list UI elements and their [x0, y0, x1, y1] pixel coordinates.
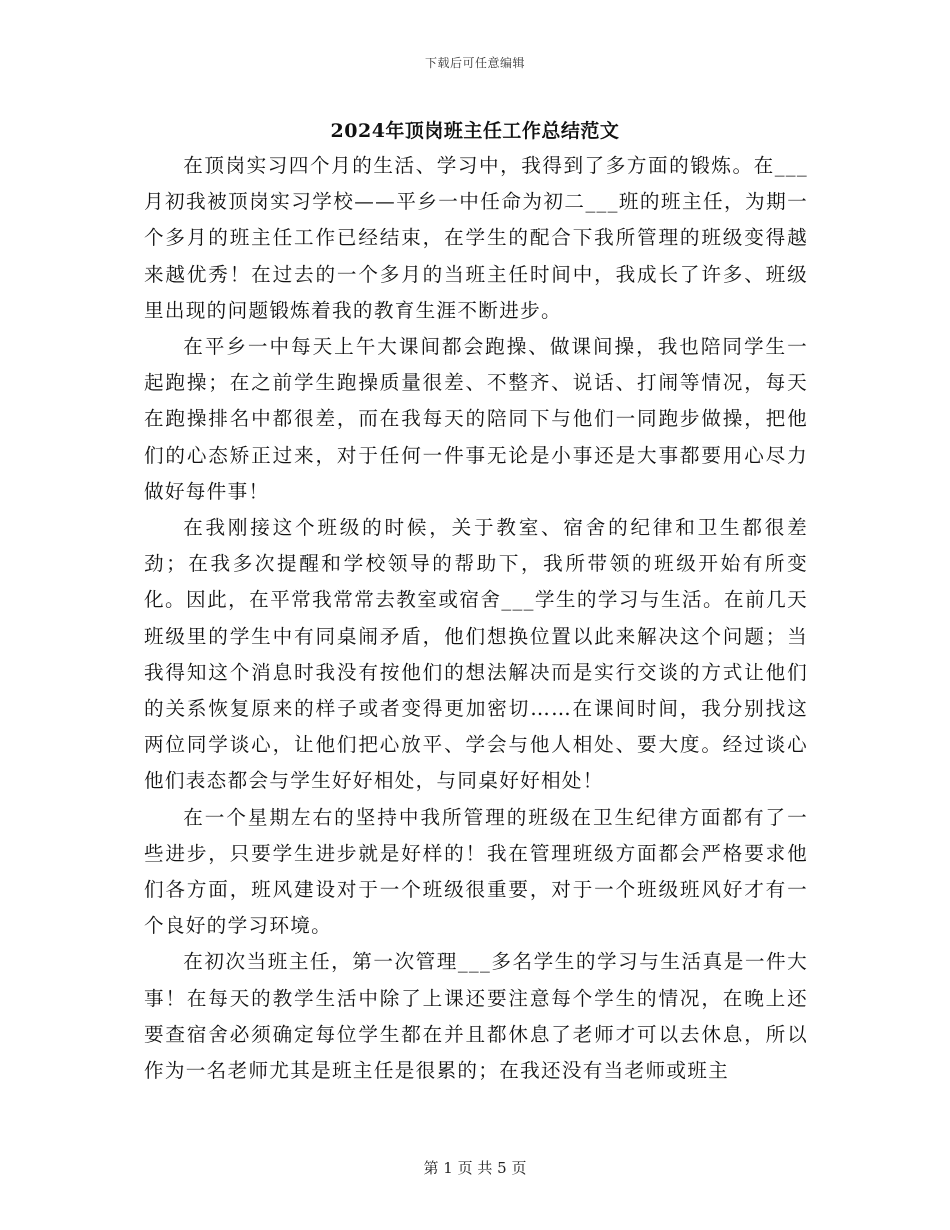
- paragraph: 在初次当班主任，第一次管理___多名学生的学习与生活真是一件大事！在每天的教学生活中除了上课还要注意每个学生的情况，在晚上还要查宿舍必须确定每位学生都在并且都休息了老师才可以去休息，所以作为一名老师尤其是班主任是很累的；在我还没有当老师或班主: [144, 950, 808, 1083]
- paragraph: 在一个星期左右的坚持中我所管理的班级在卫生纪律方面都有了一些进步，只要学生进步就是好样的！我在管理班级方面都会严格要求他们各方面，班风建设对于一个班级很重要，对于一个班级班风好才有一个良好的学习环境。: [144, 805, 808, 938]
- page-indicator: 第 1 页 共 5 页: [423, 1159, 527, 1177]
- paragraph: 在我刚接这个班级的时候，关于教室、宿舍的纪律和卫生都很差劲；在我多次提醒和学校领导的帮助下，我所带领的班级开始有所变化。因此，在平常我常常去教室或宿舍___学生的学习与生活。在前几天班级里的学生中有同桌闹矛盾，他们想换位置以此来解决这个问题；当我得知这个消息时我没有按他们的想法解决而是实行交谈的方式让他们的关系恢复原来的样子或者变得更加密切……在课间时间，我分别找这两位同学谈心，让他们把心放平、学会与他人相处、要大度。经过谈心他们表态都会与学生好好相处，与同桌好好相处！: [144, 516, 808, 793]
- document-body: [144, 148, 808, 1089]
- paragraph: 在平乡一中每天上午大课间都会跑操、做课间操，我也陪同学生一起跑操；在之前学生跑操质量很差、不整齐、说话、打闹等情况，每天在跑操排名中都很差，而在我每天的陪同下与他们一同跑步做操，把他们的心态矫正过来，对于任何一件事无论是小事还是大事都要用心尽力做好每件事！: [144, 335, 808, 503]
- document-title: 2024年顶岗班主任工作总结范文: [330, 120, 620, 142]
- header-note: 下载后可任意编辑: [424, 56, 525, 70]
- paragraph: 在顶岗实习四个月的生活、学习中，我得到了多方面的锻炼。在___月初我被顶岗实习学校——平乡一中任命为初二___班的班主任，为期一个多月的班主任工作已经结束，在学生的配合下我所管理的班级变得越来越优秀！在过去的一个多月的当班主任时间中，我成长了许多、班级里出现的问题锻炼着我的教育生涯不断进步。: [144, 154, 808, 322]
